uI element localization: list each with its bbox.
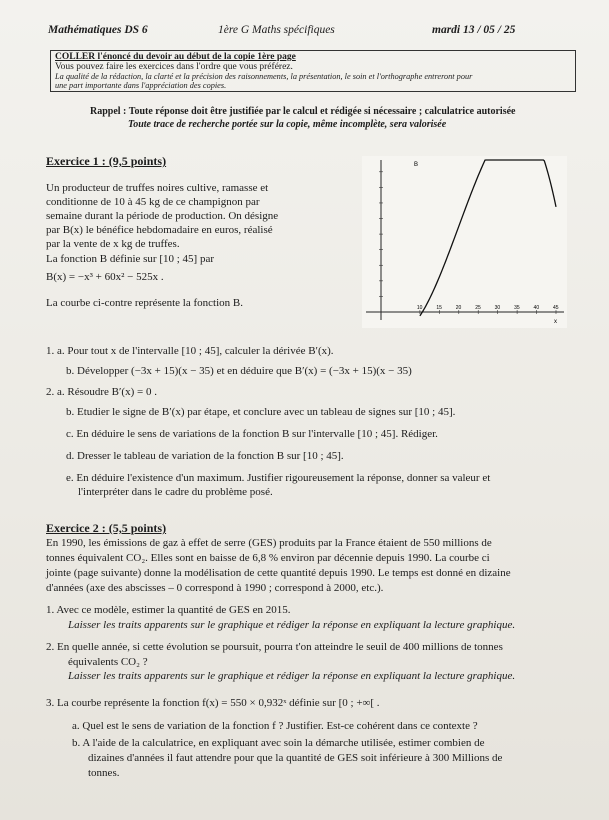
- ex2-question-3a: a. Quel est le sens de variation de la fonction f ? Justifier. Est-ce cohérent dans ce contexte ?: [72, 720, 478, 732]
- ex2-question-2-cont: équivalents CO₂ ?: [68, 656, 148, 668]
- ex1-question-2e: e. En déduire l'existence d'un maximum. Justifier rigoureusement la réponse, donner sa valeur et: [66, 472, 491, 484]
- ex1-question-2c: c. En déduire le sens de variations de la fonction B sur l'intervalle [10 ; 45]. Rédiger.: [66, 428, 438, 440]
- instructions-box: [50, 50, 576, 92]
- x-axis-label: x: [554, 319, 557, 325]
- x-tick-label: 10: [416, 305, 423, 311]
- ex2-question-2-note: Laisser les traits apparents sur le graphique et rédiger la réponse en expliquant la lecture graphique.: [68, 670, 516, 682]
- ex1-intro-line: La fonction B définie sur [10 ; 45] par: [46, 253, 215, 265]
- ex2-question-3: 3. La courbe représente la fonction f(x) = 550 × 0,932ˣ définie sur [0 ; +∞[ .: [46, 697, 380, 709]
- notice-line-3: La qualité de la rédaction, la clarté et la précision des raisonnements, la présentation, le soin et l'orthographe entreront pour: [55, 72, 473, 81]
- ex2-question-3b-cont: tonnes.: [88, 767, 120, 779]
- level-label: 1ère G Maths spécifiques: [218, 24, 335, 36]
- ex2-intro-line: En 1990, les émissions de gaz à effet de serre (GES) produits par la France étaient de 550 millions de: [46, 537, 492, 549]
- exam-date: mardi 13 / 05 / 25: [432, 24, 516, 36]
- curve-label: B: [414, 162, 419, 168]
- ex2-question-3b-cont: dizaines d'années il faut attendre pour que la quantité de GES soit inférieure à 300 Millions de: [88, 752, 503, 764]
- ex1-intro-line: semaine durant la période de production. On désigne: [46, 210, 279, 222]
- ex2-intro-line: d'années (axe des abscisses – 0 correspond à 1990 ; correspond à 2000, etc.).: [46, 582, 384, 594]
- ex1-question-2d: d. Dresser le tableau de variation de la fonction B sur [10 ; 45].: [66, 450, 344, 462]
- ex1-intro-line: Un producteur de truffes noires cultive, ramasse et: [46, 182, 269, 194]
- ex1-question-1a: 1. a. Pour tout x de l'intervalle [10 ; 45], calculer la dérivée B′(x).: [46, 345, 334, 357]
- x-tick-label: 35: [514, 305, 520, 311]
- exercise-1-title: Exercice 1 : (9,5 points): [46, 154, 167, 168]
- graph-background: [362, 156, 567, 328]
- ex1-function-formula: B(x) = −x³ + 60x² − 525x .: [46, 271, 164, 283]
- ex1-question-2e-cont: l'interpréter dans le cadre du problème posé.: [78, 486, 273, 498]
- x-tick-label: 40: [533, 305, 540, 311]
- ex2-question-1-note: Laisser les traits apparents sur le graphique et rédiger la réponse en expliquant la lecture graphique.: [68, 619, 516, 631]
- rappel-line-1: Rappel : Toute réponse doit être justifiée par le calcul et rédigée si nécessaire ; calculatrice autorisée: [90, 106, 516, 117]
- x-tick-label: 25: [475, 305, 481, 311]
- x-tick-label: 15: [436, 305, 442, 311]
- ex2-question-1: 1. Avec ce modèle, estimer la quantité de GES en 2015.: [46, 604, 291, 616]
- exercise-2-title: Exercice 2 : (5,5 points): [46, 521, 167, 535]
- ex1-curve-text: La courbe ci-contre représente la fonction B.: [46, 297, 243, 309]
- ex2-question-2: 2. En quelle année, si cette évolution se poursuit, pourra t'on atteindre le seuil de 400 millions de tonnes: [46, 641, 503, 653]
- benefit-curve-graph: [362, 156, 567, 328]
- ex1-question-1b: b. Développer (−3x + 15)(x − 35) et en déduire que B′(x) = (−3x + 15)(x − 35): [66, 365, 412, 377]
- ex1-intro-line: par B(x) le bénéfice hebdomadaire en euros, réalisé: [46, 224, 273, 236]
- notice-line-2: Vous pouvez faire les exercices dans l'ordre que vous préférez.: [55, 62, 293, 72]
- ex1-intro-line: par la vente de x kg de truffes.: [46, 238, 180, 250]
- ex1-intro-line: conditionne de 10 à 45 kg de ce champignon par: [46, 196, 260, 208]
- rappel-line-2: Toute trace de recherche portée sur la copie, même incomplète, sera valorisée: [128, 119, 447, 130]
- x-tick-label: 20: [455, 305, 462, 311]
- ex2-intro-line: tonnes équivalent CO₂. Elles sont en baisse de 6,8 % environ par décennie depuis 1990. La courbe ci: [46, 552, 490, 564]
- ex1-question-2b: b. Etudier le signe de B′(x) par étape, et conclure avec un tableau de signes sur [10 ; 45].: [66, 406, 456, 418]
- x-tick-label: 45: [553, 305, 559, 311]
- notice-line-4: une part importante dans l'appréciation des copies.: [55, 81, 227, 90]
- notice-line-1: COLLER l'énoncé du devoir au début de la copie 1ère page: [55, 52, 296, 62]
- course-title: Mathématiques DS 6: [48, 24, 148, 36]
- ex2-question-3b: b. A l'aide de la calculatrice, en expliquant avec soin la démarche utilisée, estimer combien de: [72, 737, 485, 749]
- ex2-intro-line: jointe (page suivante) donne la modélisation de cette quantité depuis 1990. Le temps est donné en dizaine: [46, 567, 511, 579]
- x-tick-label: 30: [494, 305, 501, 311]
- ex1-question-2a: 2. a. Résoudre B′(x) = 0 .: [46, 386, 157, 398]
